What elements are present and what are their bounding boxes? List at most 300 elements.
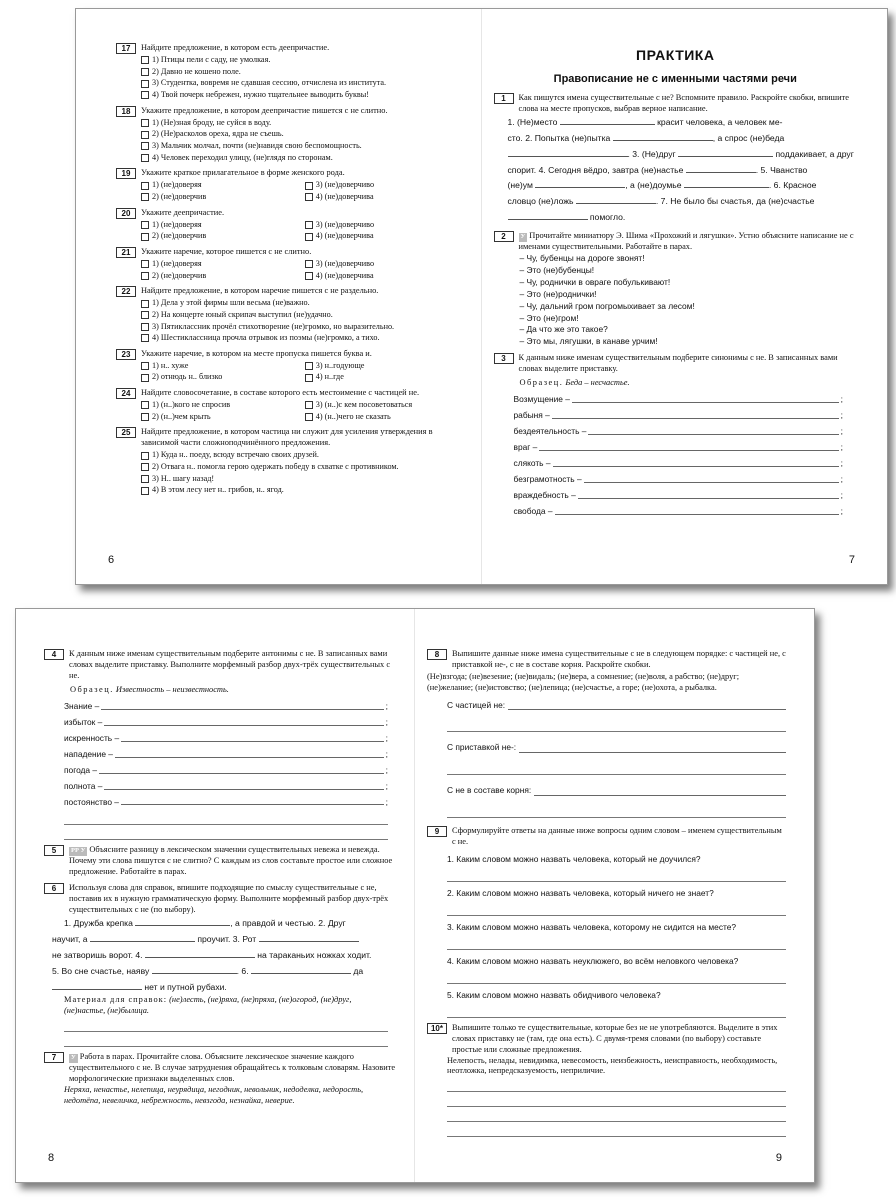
task-9 bbox=[427, 826, 786, 1017]
answer-line[interactable] bbox=[447, 933, 786, 950]
option-text: 3) Студентка, вовремя не сдавшая сессию, отчислена из института. bbox=[152, 78, 387, 88]
answer-line[interactable] bbox=[447, 1077, 786, 1092]
blank-line[interactable] bbox=[90, 933, 195, 942]
option-text: 4) (не)доверчива bbox=[315, 231, 374, 241]
answer-option[interactable] bbox=[305, 361, 469, 372]
task-header bbox=[116, 427, 469, 449]
option-text: 4) (н..)чего не сказать bbox=[315, 411, 391, 421]
checkbox[interactable] bbox=[305, 272, 313, 280]
answer-option[interactable] bbox=[141, 400, 305, 411]
answer-option[interactable] bbox=[141, 333, 469, 344]
answer-option[interactable] bbox=[305, 372, 469, 383]
blank-line[interactable] bbox=[678, 148, 773, 157]
task-header bbox=[116, 388, 469, 399]
answer-line[interactable] bbox=[104, 779, 383, 790]
option-text: 2) (не)доверчив bbox=[152, 231, 207, 241]
option-text: 2) (Не)расколов ореха, ядра не съешь. bbox=[152, 129, 284, 139]
answer-option[interactable] bbox=[141, 231, 305, 242]
answer-line[interactable] bbox=[447, 1001, 786, 1018]
answer-option[interactable] bbox=[141, 298, 469, 309]
task-number: 20 bbox=[116, 208, 136, 219]
task-number: 24 bbox=[116, 388, 136, 399]
question-text: 4. Каким словом можно назвать неуклюжего, во всём неловкого человека? bbox=[447, 955, 739, 966]
text-fragment: да bbox=[353, 965, 364, 976]
checkbox[interactable] bbox=[305, 362, 313, 370]
answer-line[interactable] bbox=[447, 1092, 786, 1107]
option-text: 1) н.. хуже bbox=[152, 360, 189, 370]
option-text: 4) Человек переходил улицу, (не)глядя по сторонам. bbox=[152, 152, 333, 162]
option-text: 1) Куда н.. поеду, всюду встречаю своих друзей. bbox=[152, 450, 319, 460]
dialogue-line: – Чу, дальний гром погромыхивает за лесом! bbox=[519, 300, 695, 311]
blank-line[interactable] bbox=[576, 195, 656, 204]
answer-option[interactable] bbox=[141, 259, 305, 270]
answer-option[interactable] bbox=[141, 361, 305, 372]
blank-line[interactable] bbox=[145, 949, 255, 958]
semicolon: ; bbox=[840, 473, 843, 484]
option-text: 2) (не)доверчив bbox=[152, 270, 207, 280]
answer-option[interactable] bbox=[141, 129, 469, 140]
fill-word: враг – bbox=[513, 441, 538, 452]
bottom-spread bbox=[15, 608, 815, 1183]
text-fragment: словцо (не)ложь bbox=[507, 196, 574, 207]
checkbox[interactable] bbox=[305, 193, 313, 201]
answer-options bbox=[116, 450, 469, 496]
test-task bbox=[116, 286, 469, 344]
checkbox[interactable] bbox=[141, 56, 149, 64]
option-text: 1) (не)доверяя bbox=[152, 180, 202, 190]
checkbox[interactable] bbox=[141, 154, 149, 162]
semicolon: ; bbox=[385, 716, 388, 727]
answer-line[interactable] bbox=[64, 810, 388, 825]
fill-row bbox=[494, 424, 858, 440]
checkbox[interactable] bbox=[141, 142, 149, 150]
task-number: 5 bbox=[44, 845, 64, 856]
task-5 bbox=[44, 845, 402, 878]
speech-tag: РР У bbox=[71, 847, 86, 855]
answer-line[interactable] bbox=[508, 700, 786, 711]
fill-row bbox=[44, 779, 402, 795]
answer-option[interactable] bbox=[141, 462, 469, 473]
option-text: 1) Дела у этой фирмы шли весьма (не)важно. bbox=[152, 298, 310, 308]
checkbox[interactable] bbox=[141, 221, 149, 229]
dialogue-line: – Это (не)гром! bbox=[519, 312, 579, 323]
checkbox[interactable] bbox=[141, 193, 149, 201]
semicolon: ; bbox=[385, 732, 388, 743]
text-fragment: помогло. bbox=[589, 212, 626, 223]
page-6 bbox=[76, 9, 482, 584]
test-task bbox=[116, 349, 469, 383]
checkbox[interactable] bbox=[305, 260, 313, 268]
fill-row bbox=[44, 795, 402, 811]
practice-subtitle: Правописание не с именными частями речи bbox=[553, 73, 797, 85]
text-fragment: . 7. Не было бы счастья, да (не)счастье bbox=[655, 196, 815, 207]
text-fragment: , а спрос (не)беда bbox=[712, 132, 785, 143]
task-question: Укажите предложение, в котором деепричастие пишется с не слитно. bbox=[141, 105, 388, 115]
text-fragment: 1. Дружба крепка bbox=[64, 918, 133, 928]
task-question: Прочитайте миниатюру Э. Шима «Прохожий и лягушки». Устно объясните написание не с именами существительными. Работайте в парах. bbox=[518, 231, 854, 251]
answer-option[interactable] bbox=[141, 192, 305, 203]
answer-label: С частицей не: bbox=[447, 699, 506, 710]
task-number: 19 bbox=[116, 168, 136, 179]
answer-line[interactable] bbox=[572, 392, 839, 403]
example-label: Образец. bbox=[70, 684, 114, 694]
option-text: 1) (не)доверяя bbox=[152, 258, 202, 268]
answer-line[interactable] bbox=[578, 488, 839, 499]
option-text: 3) н..годующе bbox=[315, 360, 365, 370]
question-item bbox=[427, 922, 786, 950]
task-2 bbox=[494, 231, 858, 348]
dialogue-line: – Это (не)роднички! bbox=[519, 288, 597, 299]
checkbox[interactable] bbox=[305, 413, 313, 421]
task-3 bbox=[494, 353, 858, 520]
checkbox[interactable] bbox=[141, 374, 149, 382]
checkbox[interactable] bbox=[141, 260, 149, 268]
answer-option[interactable] bbox=[141, 118, 469, 129]
answer-line[interactable] bbox=[447, 899, 786, 916]
checkbox[interactable] bbox=[141, 487, 149, 495]
question-text: 2. Каким словом можно назвать человека, который ничего не знает? bbox=[447, 888, 714, 899]
fill-row bbox=[494, 504, 858, 520]
checkbox[interactable] bbox=[141, 334, 149, 342]
task-number: 9 bbox=[427, 826, 447, 837]
answer-option[interactable] bbox=[141, 322, 469, 333]
option-text: 2) отнюдь н.. близко bbox=[152, 372, 223, 382]
task-question: Объясните разницу в лексическом значении существительных невежа и невежда. Почему эти слова пишутся с не слитно? С каждым из слов составьте простое или сложное предложение. Работайте в парах. bbox=[69, 845, 393, 877]
page-number: 6 bbox=[108, 554, 115, 566]
answer-option[interactable] bbox=[141, 180, 305, 191]
checkbox[interactable] bbox=[305, 401, 313, 409]
dialogue-line: – Чу, роднички в овраге побулькивают! bbox=[519, 276, 671, 287]
task-4 bbox=[44, 649, 402, 840]
answer-line[interactable] bbox=[447, 710, 786, 732]
answer-option[interactable] bbox=[305, 192, 469, 203]
answer-option[interactable] bbox=[305, 400, 469, 411]
task-question: К данным ниже именам существительным подберите синонимы с не. В записанных вами словах выделите приставку. bbox=[518, 353, 838, 374]
question-text: 5. Каким словом можно назвать обидчивого человека? bbox=[447, 989, 661, 1000]
task-number: 21 bbox=[116, 247, 136, 258]
checkbox[interactable] bbox=[305, 182, 313, 190]
answer-line[interactable] bbox=[64, 1032, 388, 1047]
checkbox[interactable] bbox=[141, 323, 149, 331]
answer-line[interactable] bbox=[447, 865, 786, 882]
task-header bbox=[116, 247, 469, 258]
semicolon: ; bbox=[385, 700, 388, 711]
task-1-text bbox=[494, 115, 858, 226]
checkbox[interactable] bbox=[305, 233, 313, 241]
task-10 bbox=[427, 1023, 786, 1138]
task-header bbox=[116, 349, 469, 360]
answer-option[interactable] bbox=[141, 485, 469, 496]
test-task bbox=[116, 208, 469, 242]
task-header bbox=[116, 106, 469, 117]
answer-line[interactable] bbox=[447, 753, 786, 775]
answer-line[interactable] bbox=[64, 1017, 388, 1032]
page-number: 7 bbox=[848, 554, 855, 566]
semicolon: ; bbox=[385, 764, 388, 775]
answer-options bbox=[116, 360, 469, 383]
checkbox[interactable] bbox=[305, 374, 313, 382]
answer-option[interactable] bbox=[141, 141, 469, 152]
answer-option[interactable] bbox=[305, 271, 469, 282]
text-fragment: спорит. 4. Сегодня вёдро, завтра (не)настье bbox=[507, 164, 684, 175]
fill-word: безграмотность – bbox=[513, 473, 582, 484]
checkbox[interactable] bbox=[141, 452, 149, 460]
option-text: 2) (не)доверчив bbox=[152, 191, 207, 201]
fill-row bbox=[44, 715, 402, 731]
example-label: Образец. bbox=[519, 378, 564, 388]
semicolon: ; bbox=[840, 505, 843, 516]
fill-row bbox=[494, 488, 858, 504]
answer-line[interactable] bbox=[534, 785, 786, 796]
fill-word: Возмущение – bbox=[513, 394, 570, 405]
blank-line[interactable] bbox=[560, 116, 655, 125]
task-1 bbox=[494, 93, 858, 226]
task-question: Найдите предложение, в котором есть деепричастие. bbox=[141, 43, 330, 52]
answer-option[interactable] bbox=[305, 180, 469, 191]
fill-word: враждебность – bbox=[513, 489, 576, 500]
blank-line[interactable] bbox=[152, 965, 237, 974]
task-question: К данным ниже именам существительным подберите антонимы с не. В записанных вами словах выделите приставку. Выполните морфемный разбор двух-трёх существительных с не. bbox=[69, 649, 391, 680]
blank-line[interactable] bbox=[135, 917, 230, 926]
reference-label: Материал для справок: bbox=[64, 995, 168, 1005]
answer-line[interactable] bbox=[539, 440, 838, 451]
task-number: 8 bbox=[427, 649, 447, 660]
checkbox[interactable] bbox=[305, 221, 313, 229]
blank-line[interactable] bbox=[613, 132, 713, 141]
task-number: 6 bbox=[44, 883, 64, 894]
option-text: 4) (не)доверчива bbox=[315, 191, 374, 201]
checkbox[interactable] bbox=[141, 311, 149, 319]
blank-line[interactable] bbox=[508, 211, 588, 220]
task-number: 17 bbox=[116, 43, 136, 54]
question-list bbox=[427, 854, 786, 1018]
text-fragment: научит, а bbox=[52, 933, 88, 944]
answer-option[interactable] bbox=[141, 474, 469, 485]
answer-option[interactable] bbox=[141, 90, 469, 101]
answer-line[interactable] bbox=[447, 1122, 786, 1137]
task-question: Работа в парах. Прочитайте слова. Объясните лексическое значение каждого существительного с не. В случае затруднения обращайтесь к толковым словарям. Назовите морфологические признаки выделенных слов. bbox=[69, 1052, 396, 1084]
answer-label: С приставкой не-: bbox=[447, 742, 517, 753]
test-task bbox=[116, 106, 469, 164]
blank-line[interactable] bbox=[259, 933, 359, 942]
semicolon: ; bbox=[840, 410, 843, 421]
task-header bbox=[116, 286, 469, 297]
task-header bbox=[116, 168, 469, 179]
task-number: 3 bbox=[494, 353, 514, 364]
task-question: Найдите словосочетание, в составе которого есть местоимение с частицей не. bbox=[141, 388, 420, 398]
text-fragment: . 6. bbox=[236, 965, 249, 976]
task-number: 25 bbox=[116, 427, 136, 438]
option-text: 1) Птицы пели с саду, не умолкая. bbox=[152, 55, 271, 64]
fill-word: полнота – bbox=[64, 780, 103, 791]
option-text: 4) Шестиклассница прочла отрывок из поэмы (не)громко, а тихо. bbox=[152, 333, 380, 343]
answer-line[interactable] bbox=[447, 967, 786, 984]
top-spread bbox=[75, 8, 888, 585]
answer-line[interactable] bbox=[519, 742, 786, 753]
checkbox[interactable] bbox=[141, 300, 149, 308]
answer-line[interactable] bbox=[121, 795, 384, 806]
fill-row bbox=[44, 731, 402, 747]
answer-label: С не в составе корня: bbox=[447, 785, 532, 796]
text-fragment: . 6. Красное bbox=[768, 180, 817, 191]
option-text: 3) (не)доверчиво bbox=[315, 219, 375, 229]
blank-line[interactable] bbox=[508, 148, 628, 157]
example-text: Беда – несчастье. bbox=[565, 378, 630, 388]
answer-line[interactable] bbox=[447, 1107, 786, 1122]
answer-line[interactable] bbox=[115, 747, 384, 758]
text-fragment: поддакивает, а друг bbox=[775, 148, 854, 159]
task-8 bbox=[427, 649, 786, 818]
task-7 bbox=[44, 1052, 402, 1107]
task-number: 18 bbox=[116, 106, 136, 117]
page-9 bbox=[415, 609, 814, 1182]
answer-option[interactable] bbox=[141, 67, 469, 78]
answer-option[interactable] bbox=[305, 220, 469, 231]
answer-option[interactable] bbox=[141, 55, 469, 66]
task-question: Укажите деепричастие. bbox=[141, 207, 225, 217]
fill-word: слякоть – bbox=[513, 457, 551, 468]
task-6 bbox=[44, 883, 402, 1047]
task-question: Найдите предложение, в котором частица ни служит для усиления утверждения в зависимой части сложноподчинённого предложения. bbox=[141, 427, 433, 448]
answer-option[interactable] bbox=[141, 78, 469, 89]
semicolon: ; bbox=[840, 489, 843, 500]
answer-option[interactable] bbox=[305, 412, 469, 423]
dialogue-line: – Да что же это такое? bbox=[519, 324, 608, 335]
semicolon: ; bbox=[385, 748, 388, 759]
checkbox[interactable] bbox=[141, 401, 149, 409]
blank-line[interactable] bbox=[684, 179, 769, 188]
page-number: 8 bbox=[48, 1152, 55, 1164]
option-text: 2) Давно не кошено поле. bbox=[152, 66, 241, 76]
test-task bbox=[116, 247, 469, 281]
task-header bbox=[116, 208, 469, 219]
answer-line[interactable] bbox=[588, 424, 838, 435]
answer-option[interactable] bbox=[305, 231, 469, 242]
dialogue-line: – Это мы, лягушки, в канаве урчим! bbox=[519, 336, 658, 347]
reference-words: (не)лесть, (не)ряха, (не)пряха, (не)огород, (не)друг, (не)настье, (не)былица. bbox=[64, 995, 352, 1016]
answer-line[interactable] bbox=[104, 715, 383, 726]
fill-word: свобода – bbox=[513, 505, 553, 516]
answer-options bbox=[116, 258, 469, 281]
task-number: 10* bbox=[427, 1023, 447, 1034]
answer-options bbox=[116, 298, 469, 344]
text-fragment: (не)ум bbox=[507, 180, 533, 191]
checkbox[interactable] bbox=[141, 91, 149, 99]
fill-word: рабыня – bbox=[513, 410, 550, 421]
fill-word: нападение – bbox=[64, 748, 113, 759]
option-text: 1) (н..)кого не спросив bbox=[152, 400, 231, 410]
semicolon: ; bbox=[385, 780, 388, 791]
checkbox[interactable] bbox=[141, 362, 149, 370]
answer-option[interactable] bbox=[305, 259, 469, 270]
answer-line[interactable] bbox=[64, 825, 388, 840]
checkbox[interactable] bbox=[141, 131, 149, 139]
checkbox[interactable] bbox=[141, 272, 149, 280]
answer-option[interactable] bbox=[141, 220, 305, 231]
fill-word: бездеятельность – bbox=[513, 426, 587, 436]
pair-work-tag: У bbox=[71, 1054, 76, 1062]
answer-options bbox=[116, 219, 469, 242]
task-question: Найдите предложение, в котором наречие пишется с не раздельно. bbox=[141, 286, 379, 296]
answer-line[interactable] bbox=[555, 504, 839, 515]
page-8 bbox=[16, 609, 415, 1182]
answer-line[interactable] bbox=[447, 796, 786, 818]
checkbox[interactable] bbox=[141, 413, 149, 421]
answer-options bbox=[116, 55, 469, 101]
answer-line[interactable] bbox=[101, 699, 383, 710]
text-fragment: , а (не)доумье bbox=[625, 180, 682, 191]
checkbox[interactable] bbox=[141, 463, 149, 471]
checkbox[interactable] bbox=[141, 233, 149, 241]
antonym-fill-list bbox=[44, 699, 402, 811]
fill-row bbox=[44, 763, 402, 779]
answer-option[interactable] bbox=[141, 153, 469, 164]
option-text: 4) Твой почерк небрежен, нужно тщательнее выводить буквы! bbox=[152, 89, 370, 99]
text-fragment: сто. 2. Попытка (не)пытка bbox=[507, 132, 611, 143]
blank-line[interactable] bbox=[686, 164, 756, 173]
blank-line[interactable] bbox=[251, 965, 351, 974]
blank-line[interactable] bbox=[535, 179, 625, 188]
test-tasks bbox=[116, 43, 469, 496]
text-fragment: не затворишь ворот. 4. bbox=[52, 949, 143, 960]
answer-line[interactable] bbox=[121, 731, 384, 742]
task-number: 22 bbox=[116, 286, 136, 297]
checkbox[interactable] bbox=[141, 119, 149, 127]
fill-word: Знание – bbox=[64, 700, 100, 711]
example-text: Известность – неизвестность. bbox=[115, 684, 229, 694]
answer-line[interactable] bbox=[584, 472, 839, 483]
task-8-answers bbox=[427, 700, 786, 819]
fill-word: избыток – bbox=[64, 716, 103, 727]
page-7 bbox=[482, 9, 888, 584]
answer-line[interactable] bbox=[552, 408, 839, 419]
option-text: 3) Мальчик молчал, почти (не)навидя свою беспомощность. bbox=[152, 140, 362, 150]
checkbox[interactable] bbox=[141, 68, 149, 76]
question-item bbox=[427, 956, 786, 984]
pair-work-tag: У bbox=[520, 233, 526, 241]
question-item bbox=[427, 888, 786, 916]
answer-line[interactable] bbox=[99, 763, 384, 774]
checkbox[interactable] bbox=[141, 80, 149, 88]
answer-option[interactable] bbox=[141, 412, 305, 423]
semicolon: ; bbox=[840, 426, 843, 436]
fill-row bbox=[494, 472, 858, 488]
option-text: 2) Отвага н.. помогла герою одержать победу в схватке с противником. bbox=[152, 461, 399, 471]
answer-option[interactable] bbox=[141, 450, 469, 461]
task-8-words: (Не)взгода; (не)везение; (не)видаль; (не)вера, а сомнение; (не)воля, а рабство; (не)друг; (не)желание; (не)истовство; (не)лепица; (не)счастье, а горе; (не)охота, а рыбалка. bbox=[427, 671, 740, 693]
fill-word: погода – bbox=[64, 764, 98, 775]
answer-option[interactable] bbox=[141, 310, 469, 321]
task-question: Выпишите данные ниже имена существительные с не в следующем порядке: с частицей не, с приставкой не-, с не в составе корня. Раскройте скобки. bbox=[452, 649, 786, 669]
task-question: Выпишите только те существительные, которые без не не употребляются. Выделите в этих словах приставку не (там, где она есть). С двумя-тремя словами (по выбору) составьте простые или сложные предложения. bbox=[452, 1022, 778, 1054]
dialogue-line: – Это (не)бубенцы! bbox=[519, 264, 595, 275]
task-number: 4 bbox=[44, 649, 64, 660]
text-fragment: . 3. (Не)друг bbox=[627, 148, 676, 159]
question-text: 1. Каким словом можно назвать человека, который не доучился? bbox=[447, 854, 701, 865]
dialogue-lines bbox=[494, 253, 858, 348]
answer-line[interactable] bbox=[553, 456, 839, 467]
fill-row bbox=[494, 392, 858, 408]
checkbox[interactable] bbox=[141, 182, 149, 190]
blank-line[interactable] bbox=[52, 981, 142, 990]
checkbox[interactable] bbox=[141, 475, 149, 483]
option-text: 4) (не)доверчива bbox=[315, 270, 374, 280]
answer-option[interactable] bbox=[141, 372, 305, 383]
answer-options bbox=[116, 118, 469, 164]
text-fragment: 1. (Не)место bbox=[507, 116, 558, 127]
answer-option[interactable] bbox=[141, 271, 305, 282]
fill-row bbox=[44, 699, 402, 715]
